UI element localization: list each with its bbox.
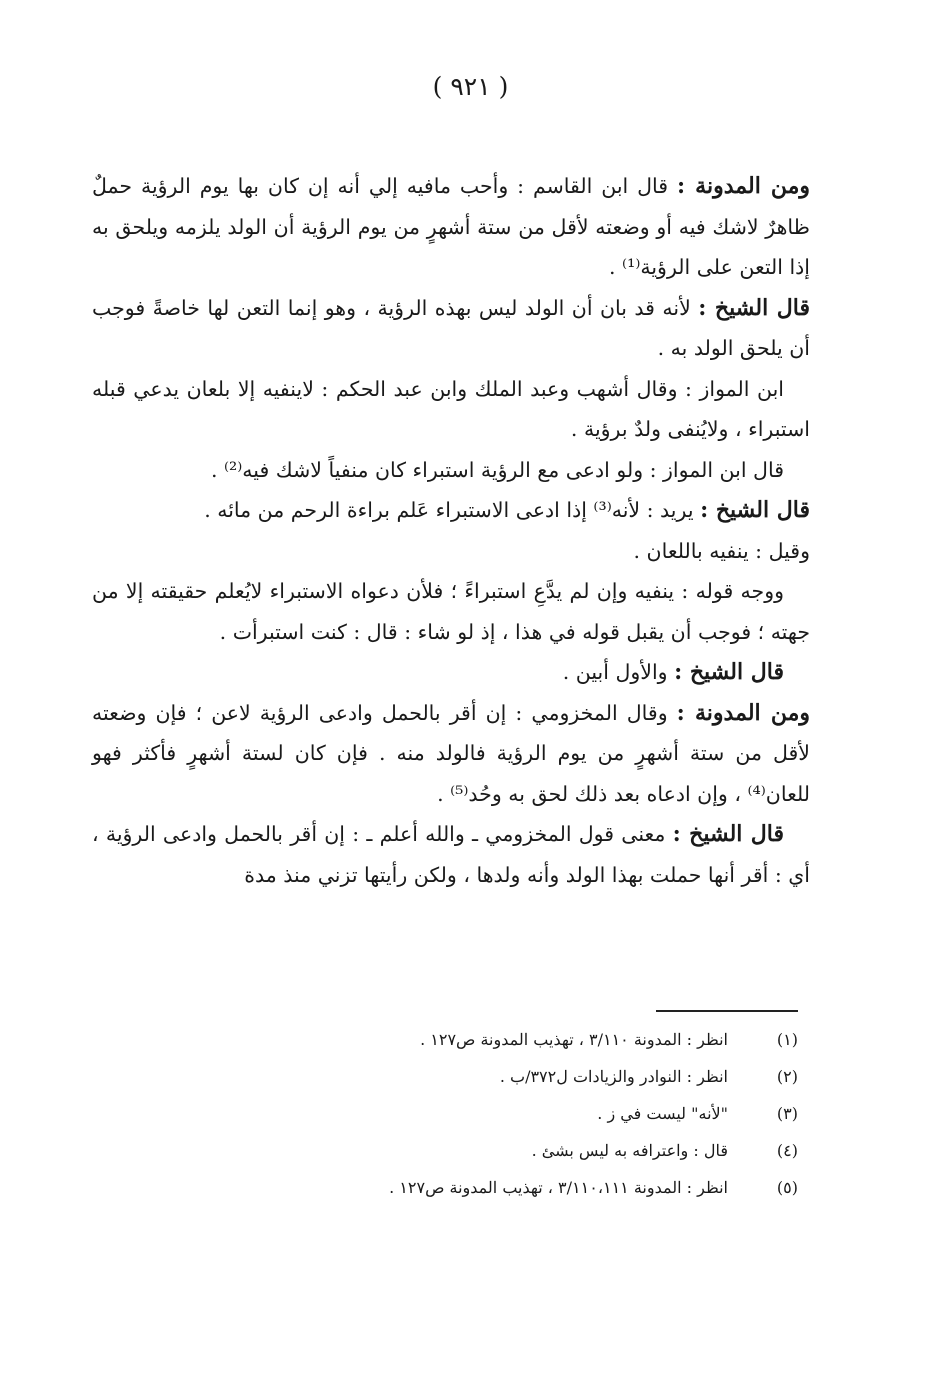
paragraph-5 bbox=[92, 490, 810, 531]
page-number: ( ٩٢١ ) bbox=[432, 72, 509, 101]
footnote-number: (٤) bbox=[776, 1141, 798, 1160]
paragraph-lead: قال الشيخ : bbox=[698, 294, 810, 321]
paragraph-lead: قال الشيخ : bbox=[672, 821, 784, 847]
footnotes bbox=[300, 1030, 798, 1215]
footnote-number: (٣) bbox=[776, 1104, 798, 1123]
footnote-text: "لأنه" ليست في ز . bbox=[597, 1104, 728, 1123]
paragraph-text: قال ابن المواز : ولو ادعى مع الرؤية استبراء كان منفياً لاشك فيه⁽²⁾ . bbox=[210, 457, 784, 482]
paragraph-2 bbox=[92, 288, 810, 369]
footnote-1 bbox=[300, 1030, 798, 1067]
paragraph-text: يريد : لأنه⁽³⁾ إذا ادعى الاستبراء عَلم براءة الرحم من مائه . bbox=[204, 498, 701, 522]
paragraph-text: معنى قول المخزومي ـ والله أعلم ـ : إن أقر بالحمل وادعى الرؤية ، أي : أقر أنها حملت بهذا الولد وأنه ولدها ، ولكن رأيتها تزني منذ مدة bbox=[92, 822, 810, 887]
paragraph-text: وقيل : ينفيه باللعان . bbox=[633, 538, 810, 563]
footnote-text: انظر : النوادر والزيادات ل٣٧٢/ب . bbox=[499, 1067, 728, 1086]
paragraph-lead: قال الشيخ : bbox=[674, 659, 784, 685]
paragraph-9 bbox=[92, 693, 810, 815]
paragraph-1 bbox=[92, 166, 810, 288]
footnote-number: (٥) bbox=[776, 1178, 798, 1197]
paragraph-lead: ومن المدونة : bbox=[676, 699, 810, 726]
paragraph-text: لأنه قد بان أن الولد ليس بهذه الرؤية ، وهو إنما التعن لها خاصةً فوجب أن يلحق الولد به . bbox=[92, 295, 810, 360]
paragraph-10 bbox=[92, 814, 810, 895]
paragraph-8 bbox=[92, 652, 810, 693]
paragraph-6 bbox=[92, 531, 810, 572]
footnote-2 bbox=[300, 1067, 798, 1104]
footnote-4 bbox=[300, 1141, 798, 1178]
paragraph-3 bbox=[92, 369, 810, 450]
paragraph-text: وقال المخزومي : إن أقر بالحمل وادعى الرؤية لاعن ؛ فإن وضعته لأقل من ستة أشهرٍ من يوم الرؤية فالولد منه . فإن كان لستة أشهرٍ فأكثر فهو للعان⁽⁴⁾ ، وإن ادعاه بعد ذلك لحق به وحُد⁽⁵⁾ . bbox=[92, 700, 810, 806]
paragraph-text: ووجه قوله : ينفيه وإن لم يدَّعِ استبراءً ؛ فلأن دعواه الاستبراء لايُعلم حقيقته إلا من جهته ؛ فوجب أن يقبل قوله في هذا ، إذ لو شاء : قال : كنت استبرأت . bbox=[92, 579, 810, 644]
paragraph-4 bbox=[92, 450, 810, 491]
footnote-number: (٢) bbox=[776, 1067, 798, 1086]
footnote-text: انظر : المدونة ٣/١١٠ ، تهذيب المدونة ص١٢٧ . bbox=[420, 1030, 728, 1049]
paragraph-text: والأول أبين . bbox=[562, 660, 675, 684]
footnote-5 bbox=[300, 1178, 798, 1215]
footnote-divider bbox=[656, 1010, 798, 1012]
paragraph-7 bbox=[92, 571, 810, 652]
footnote-number: (١) bbox=[776, 1030, 798, 1049]
paragraph-lead: ومن المدونة : bbox=[677, 173, 811, 199]
footnote-3 bbox=[300, 1104, 798, 1141]
paragraph-text: ابن المواز : وقال أشهب وعبد الملك وابن عبد الحكم : لاينفيه إلا بلعان يدعي قبله استبراء ، ولايُنفى ولدٌ برؤية . bbox=[92, 376, 810, 441]
main-text bbox=[92, 166, 810, 895]
paragraph-lead: قال الشيخ : bbox=[700, 497, 810, 523]
footnote-text: انظر : المدونة ٣/١١٠،١١١ ، تهذيب المدونة ص١٢٧ . bbox=[389, 1178, 728, 1197]
paragraph-text: قال ابن القاسم : وأحب مافيه إلي أنه إن كان بها يوم الرؤية حملٌ ظاهرٌ لاشك فيه أو وضعته لأقل من ستة أشهرٍ من يوم الرؤية أن الولد يلزمه ويلحق به إذا التعن على الرؤية⁽¹⁾ . bbox=[92, 174, 810, 279]
footnote-text: قال : واعترافه به ليس بشئ . bbox=[531, 1141, 728, 1160]
